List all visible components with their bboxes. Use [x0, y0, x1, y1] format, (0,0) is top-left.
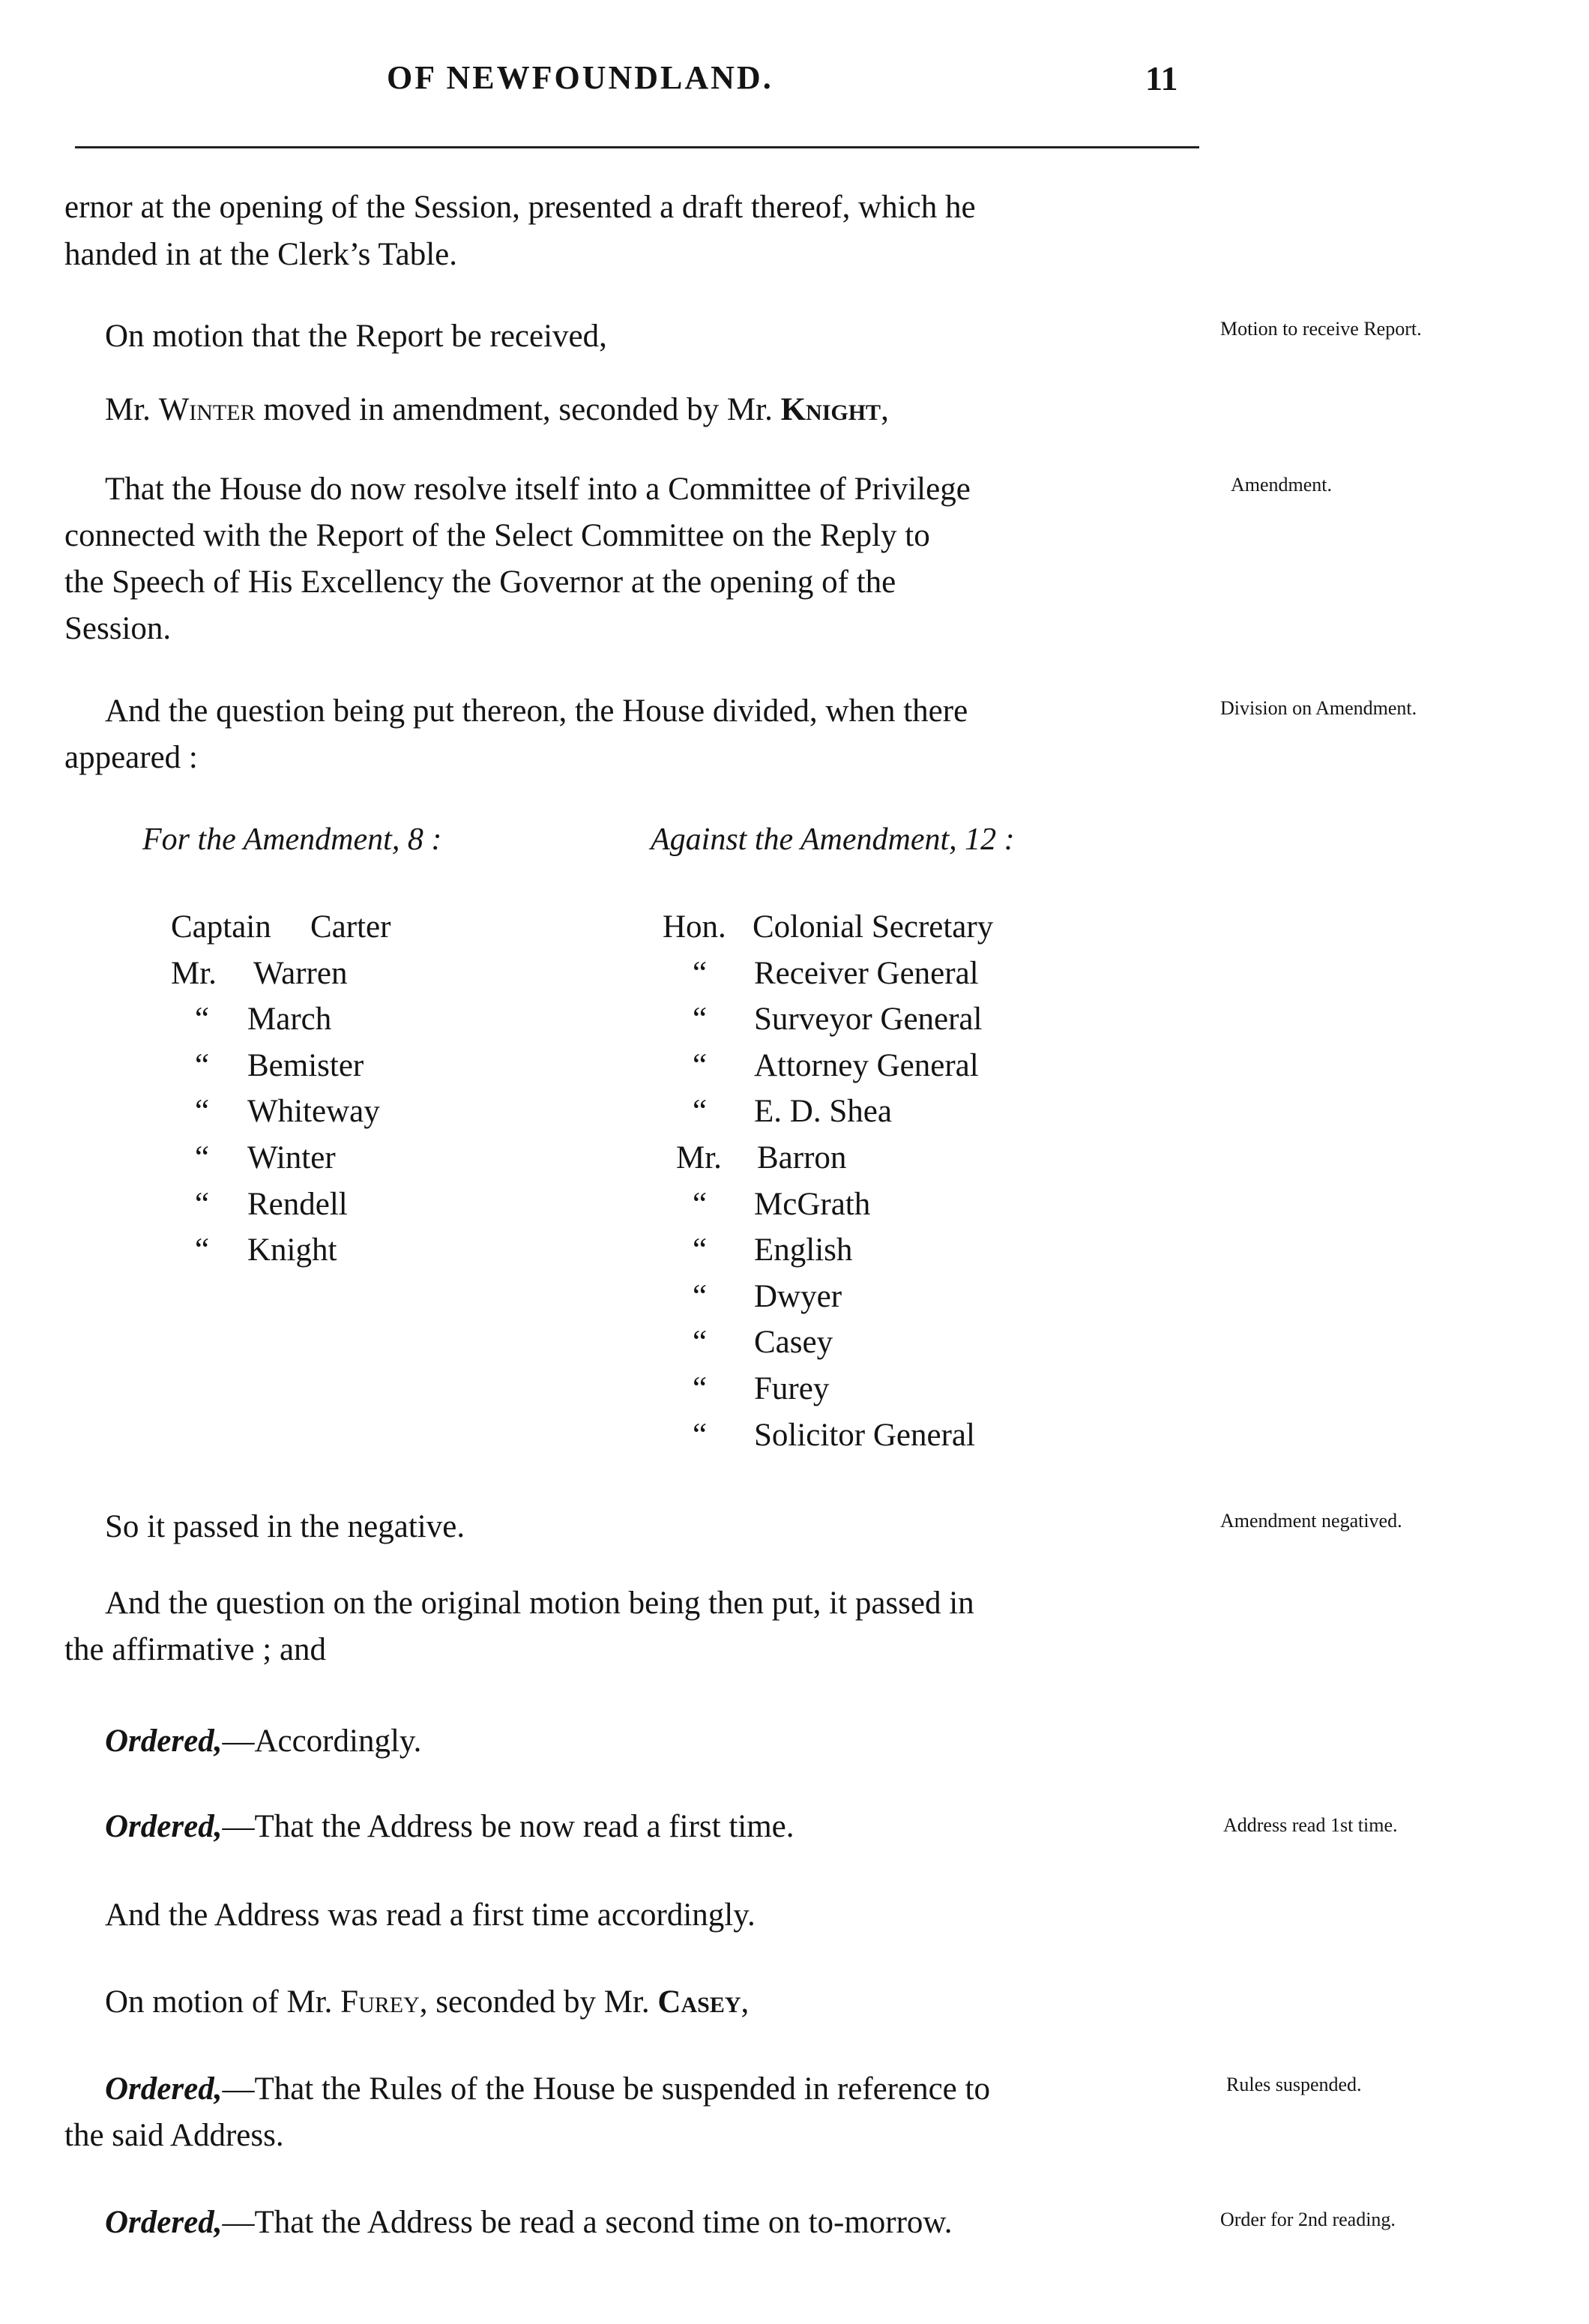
- member-name: Attorney General: [754, 1047, 979, 1083]
- margin-note-address-first: Address read 1st time.: [1223, 1814, 1398, 1836]
- ordered-label: Ordered,: [105, 1724, 223, 1759]
- member-name: Winter: [247, 1140, 336, 1175]
- paragraph-4-line-1: That the House do now resolve itself into a Committee of Privilege: [105, 472, 971, 507]
- text-segment: —That the Address be now read a first time.: [222, 1809, 794, 1844]
- text-segment: On motion of Mr.: [105, 1984, 341, 2020]
- member-row: [663, 1181, 1202, 1228]
- member-name: Receiver General: [754, 955, 979, 991]
- margin-note-division: Division on Amendment.: [1220, 697, 1417, 719]
- member-name: Colonial Secretary: [753, 909, 994, 945]
- member-row: [663, 1319, 1202, 1366]
- header-rule: [75, 146, 1199, 148]
- text-segment: ,: [881, 392, 889, 427]
- member-row: [171, 951, 546, 997]
- paragraph-rules-suspended-line-2: the said Address.: [64, 2118, 284, 2153]
- ditto-mark: “: [195, 1186, 210, 1222]
- ditto-mark: “: [693, 1417, 708, 1453]
- member-row: [171, 1043, 546, 1089]
- running-title: OF NEWFOUNDLAND.: [387, 59, 774, 96]
- ditto-mark: “: [195, 1140, 210, 1175]
- paragraph-negative: So it passed in the negative.: [105, 1509, 465, 1544]
- member-name: McGrath: [754, 1186, 871, 1222]
- member-row: [171, 904, 546, 951]
- member-name-casey: Casey: [657, 1984, 741, 2020]
- paragraph-5-line-1: And the question being put thereon, the House divided, when there: [105, 693, 968, 729]
- member-row: [663, 1227, 1202, 1274]
- ditto-mark: “: [693, 1278, 708, 1314]
- text-segment: , seconded by Mr.: [419, 1984, 658, 2020]
- paragraph-second-reading: [105, 2200, 952, 2245]
- member-name: Solicitor General: [754, 1417, 975, 1453]
- paragraph-4-line-4: Session.: [64, 611, 172, 646]
- member-name: Surveyor General: [754, 1002, 983, 1038]
- ditto-mark: “: [693, 1370, 708, 1406]
- member-title: Captain: [171, 909, 271, 945]
- margin-note-amendment: Amendment.: [1231, 474, 1333, 496]
- member-row: [663, 1274, 1202, 1320]
- page-header: [0, 58, 1589, 103]
- member-row: [663, 1043, 1202, 1089]
- member-title: Hon.: [663, 909, 726, 945]
- member-row: [171, 1089, 546, 1135]
- member-name-winter: Winter: [158, 392, 256, 427]
- ditto-mark: “: [693, 1232, 708, 1268]
- paragraph-winter-amendment: [105, 387, 889, 433]
- member-name: Dwyer: [754, 1278, 842, 1314]
- member-name: E. D. Shea: [754, 1094, 892, 1130]
- paragraph-furey-motion: [105, 1979, 749, 2025]
- member-name: Barron: [757, 1140, 847, 1175]
- member-name: Furey: [754, 1370, 830, 1406]
- ditto-mark: “: [693, 1047, 708, 1083]
- paragraph-ordered-first-reading: [105, 1804, 794, 1849]
- paragraph-5-line-2: appeared :: [64, 740, 198, 775]
- ordered-label: Ordered,: [105, 2071, 223, 2107]
- member-row: [171, 1227, 546, 1274]
- page-number: 11: [1145, 59, 1178, 97]
- member-name: Knight: [247, 1232, 337, 1268]
- member-name: English: [754, 1232, 853, 1268]
- ditto-mark: “: [195, 1002, 210, 1038]
- text-segment: —Accordingly.: [222, 1724, 422, 1759]
- ditto-mark: “: [195, 1094, 210, 1130]
- paragraph-4-line-3: the Speech of His Excellency the Governor at the opening of the: [64, 565, 896, 600]
- member-row: [171, 1181, 546, 1228]
- member-name: Warren: [253, 955, 348, 991]
- member-name: Bemister: [247, 1047, 364, 1083]
- margin-note-negatived: Amendment negatived.: [1220, 1510, 1402, 1532]
- paragraph-rules-suspended-line-1: [105, 2066, 990, 2112]
- paragraph-ordered-accordingly: [105, 1718, 421, 1764]
- member-row: [663, 1412, 1202, 1459]
- ditto-mark: “: [693, 1186, 708, 1222]
- margin-note-motion-report: Motion to receive Report.: [1220, 318, 1422, 340]
- ditto-mark: “: [195, 1047, 210, 1083]
- paragraph-motion-report: On motion that the Report be received,: [105, 319, 607, 354]
- ordered-label: Ordered,: [105, 1809, 223, 1844]
- member-name: Rendell: [247, 1186, 348, 1222]
- ordered-label: Ordered,: [105, 2205, 223, 2240]
- member-row: [663, 904, 1202, 951]
- against-amendment-list: [663, 904, 1202, 1458]
- member-row: [171, 996, 546, 1043]
- member-name: Carter: [310, 909, 391, 945]
- member-row: [663, 1089, 1202, 1135]
- against-amendment-heading: Against the Amendment, 12 :: [651, 822, 1015, 857]
- member-row: [663, 996, 1202, 1043]
- member-row: [663, 1366, 1202, 1412]
- member-row: [663, 951, 1202, 997]
- member-name-furey: Furey: [340, 1984, 420, 2020]
- paragraph-7-line-1: And the question on the original motion being then put, it passed in: [105, 1586, 974, 1621]
- text-segment: moved in amendment, seconded by Mr.: [255, 392, 781, 427]
- member-name: Casey: [754, 1325, 833, 1361]
- paragraph-1-line-1: ernor at the opening of the Session, presented a draft thereof, which he: [64, 190, 976, 225]
- paragraph-read-first-time: And the Address was read a first time accordingly.: [105, 1897, 756, 1933]
- member-name: Whiteway: [247, 1094, 380, 1130]
- text-segment: ,: [741, 1984, 750, 2020]
- margin-note-rules: Rules suspended.: [1226, 2074, 1362, 2095]
- text-segment: —That the Rules of the House be suspended in reference to: [222, 2071, 990, 2107]
- text-segment: Mr.: [105, 392, 159, 427]
- member-name: March: [247, 1002, 332, 1038]
- member-title: Mr.: [676, 1140, 722, 1175]
- for-amendment-list: [171, 904, 546, 1274]
- ditto-mark: “: [195, 1232, 210, 1268]
- margin-note-second-reading: Order for 2nd reading.: [1220, 2209, 1396, 2230]
- member-row: [171, 1135, 546, 1181]
- paragraph-7-line-2: the affirmative ; and: [64, 1632, 327, 1667]
- ditto-mark: “: [693, 1325, 708, 1361]
- paragraph-4-line-2: connected with the Report of the Select Committee on the Reply to: [64, 518, 930, 553]
- ditto-mark: “: [693, 1094, 708, 1130]
- for-amendment-heading: For the Amendment, 8 :: [142, 822, 442, 857]
- member-title: Mr.: [171, 955, 217, 991]
- member-name-knight: Knight: [780, 392, 881, 427]
- ditto-mark: “: [693, 955, 708, 991]
- text-segment: —That the Address be read a second time on to-morrow.: [222, 2205, 953, 2240]
- member-row: [663, 1135, 1202, 1181]
- paragraph-1-line-2: handed in at the Clerk’s Table.: [64, 237, 457, 272]
- ditto-mark: “: [693, 1002, 708, 1038]
